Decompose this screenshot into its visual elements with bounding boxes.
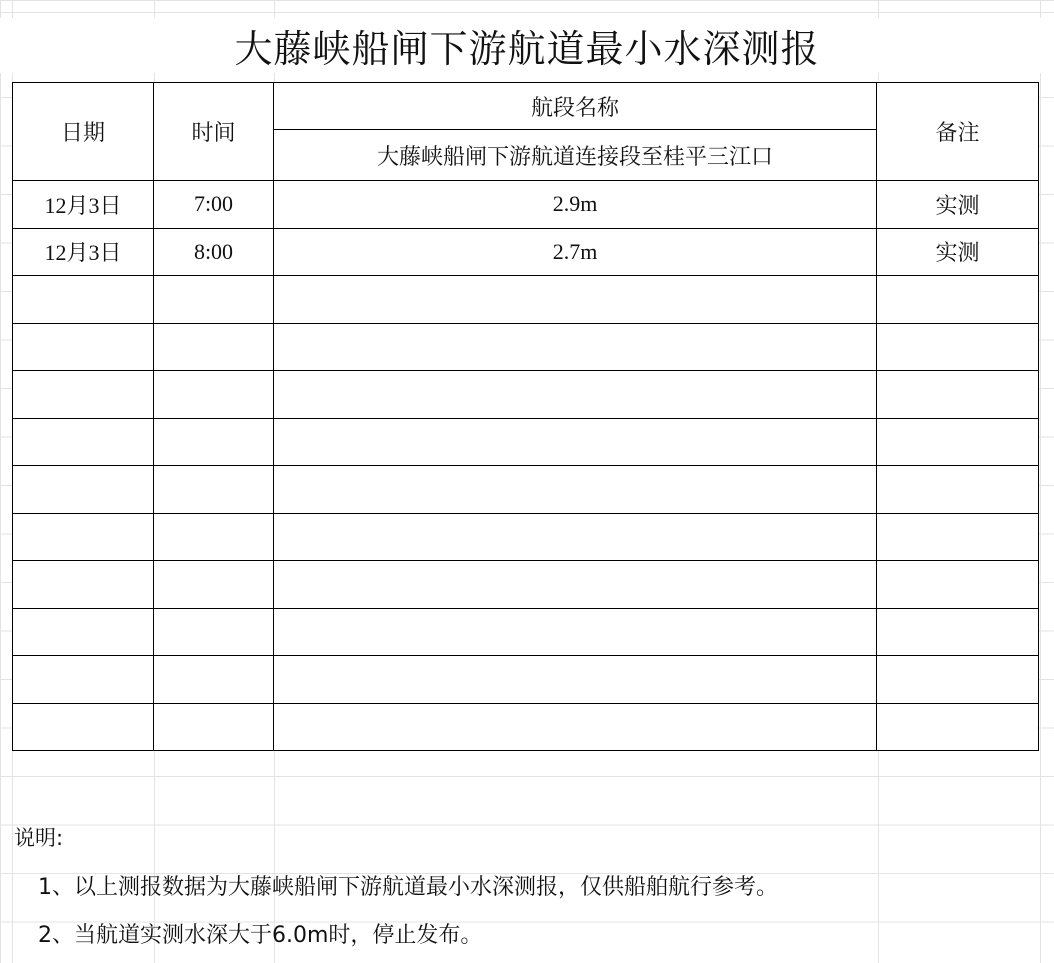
sheet-gridline — [1040, 0, 1041, 963]
table-row — [13, 561, 1039, 609]
cell-date[interactable] — [13, 561, 154, 609]
header-segment-group: 航段名称 — [274, 83, 877, 130]
cell-depth[interactable] — [274, 703, 877, 751]
cell-time[interactable] — [154, 466, 274, 514]
cell-date[interactable] — [13, 418, 154, 466]
cell-note[interactable] — [877, 608, 1039, 656]
cell-depth[interactable] — [274, 276, 877, 324]
cell-date[interactable] — [13, 656, 154, 704]
header-time: 时间 — [154, 83, 274, 181]
header-note: 备注 — [877, 83, 1039, 181]
cell-depth[interactable]: 2.9m — [274, 181, 877, 229]
cell-note[interactable] — [877, 323, 1039, 371]
notes-label: 说明: — [14, 826, 64, 850]
cell-note[interactable] — [877, 418, 1039, 466]
cell-note[interactable] — [877, 561, 1039, 609]
cell-note[interactable] — [877, 276, 1039, 324]
cell-date[interactable]: 12月3日 — [13, 228, 154, 276]
cell-depth[interactable] — [274, 656, 877, 704]
table-row — [13, 608, 1039, 656]
cell-note[interactable] — [877, 656, 1039, 704]
cell-depth[interactable] — [274, 513, 877, 561]
cell-depth[interactable] — [274, 608, 877, 656]
cell-date[interactable] — [13, 323, 154, 371]
cell-depth[interactable]: 2.7m — [274, 228, 877, 276]
table-header-row — [13, 83, 1039, 130]
cell-time[interactable] — [154, 561, 274, 609]
cell-note[interactable]: 实测 — [877, 181, 1039, 229]
cell-time[interactable]: 7:00 — [154, 181, 274, 229]
table-row — [13, 276, 1039, 324]
cell-time[interactable]: 8:00 — [154, 228, 274, 276]
table-row — [13, 228, 1039, 276]
cell-time[interactable] — [154, 656, 274, 704]
cell-depth[interactable] — [274, 323, 877, 371]
note-item: 2、当航道实测水深大于6.0m时，停止发布。 — [38, 923, 483, 948]
cell-date[interactable] — [13, 276, 154, 324]
table-row — [13, 656, 1039, 704]
cell-note[interactable] — [877, 371, 1039, 419]
table-row — [13, 323, 1039, 371]
cell-depth[interactable] — [274, 418, 877, 466]
table-row — [13, 703, 1039, 751]
table-row — [13, 513, 1039, 561]
note-item: 1、以上测报数据为大藤峡船闸下游航道最小水深测报，仅供船舶航行参考。 — [38, 875, 778, 900]
cell-date[interactable]: 12月3日 — [13, 181, 154, 229]
cell-depth[interactable] — [274, 466, 877, 514]
cell-date[interactable] — [13, 371, 154, 419]
cell-note[interactable] — [877, 466, 1039, 514]
table-row — [13, 418, 1039, 466]
cell-note[interactable]: 实测 — [877, 228, 1039, 276]
cell-date[interactable] — [13, 513, 154, 561]
cell-note[interactable] — [877, 703, 1039, 751]
cell-time[interactable] — [154, 371, 274, 419]
table-row — [13, 371, 1039, 419]
cell-time[interactable] — [154, 418, 274, 466]
cell-time[interactable] — [154, 323, 274, 371]
cell-depth[interactable] — [274, 371, 877, 419]
cell-depth[interactable] — [274, 561, 877, 609]
cell-date[interactable] — [13, 466, 154, 514]
cell-time[interactable] — [154, 703, 274, 751]
cell-time[interactable] — [154, 513, 274, 561]
depth-report-table — [12, 82, 1039, 751]
cell-date[interactable] — [13, 703, 154, 751]
sheet-gridline — [0, 12, 1054, 13]
cell-time[interactable] — [154, 608, 274, 656]
header-date: 日期 — [13, 83, 154, 181]
cell-date[interactable] — [13, 608, 154, 656]
table-row — [13, 181, 1039, 229]
page-title: 大藤峡船闸下游航道最小水深测报 — [0, 18, 1054, 73]
header-segment-name: 大藤峡船闸下游航道连接段至桂平三江口 — [274, 130, 877, 181]
cell-time[interactable] — [154, 276, 274, 324]
table-row — [13, 466, 1039, 514]
cell-note[interactable] — [877, 513, 1039, 561]
